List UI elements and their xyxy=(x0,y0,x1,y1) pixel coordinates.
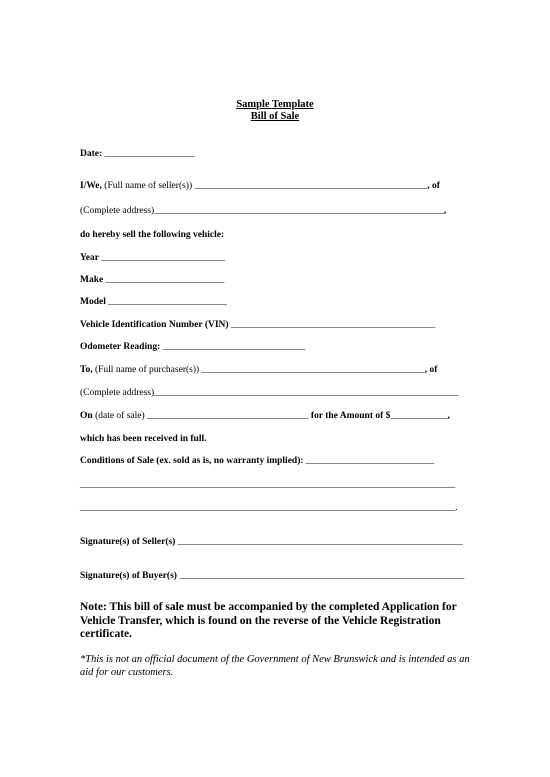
purchaser-label: To, xyxy=(80,365,93,375)
sell-statement: do hereby sell the following vehicle: xyxy=(80,230,225,240)
model-row xyxy=(80,296,227,308)
sale-suffix: , xyxy=(447,411,450,421)
buyer-signature-field[interactable]: ____________________________________________________________ xyxy=(179,571,465,581)
seller-suffix: , of xyxy=(427,181,440,191)
seller-row xyxy=(80,180,440,192)
buyer-signature-row xyxy=(80,570,464,582)
vin-row xyxy=(80,319,435,331)
seller-address-suffix: , xyxy=(443,206,447,216)
sale-row xyxy=(80,410,450,422)
sale-date-hint: (date of sale) xyxy=(95,411,145,421)
vin-label: Vehicle Identification Number (VIN) xyxy=(80,320,229,330)
make-field[interactable]: _________________________ xyxy=(105,275,225,285)
seller-signature-row xyxy=(80,536,463,548)
seller-address-hint: (Complete address) xyxy=(80,206,155,216)
purchaser-address-row xyxy=(80,387,458,399)
buyer-signature-label: Signature(s) of Buyer(s) xyxy=(80,571,177,581)
seller-address-row xyxy=(80,205,446,217)
disclaimer: *This is not an official document of the Government of New Brunswick and is intended as an aid for our customers. xyxy=(80,654,470,678)
seller-hint: (Full name of seller(s)) xyxy=(104,181,193,191)
year-field[interactable]: __________________________ xyxy=(101,253,225,263)
year-label: Year xyxy=(80,253,99,263)
conditions-row xyxy=(80,455,434,467)
odometer-row xyxy=(80,341,305,353)
odometer-label: Odometer Reading: xyxy=(80,342,161,352)
date-row xyxy=(80,148,195,160)
year-row xyxy=(80,252,225,264)
seller-name-field[interactable]: _________________________________________________ xyxy=(194,181,428,191)
title-sample-template: Sample Template xyxy=(236,99,314,110)
odometer-field[interactable]: ______________________________ xyxy=(162,342,306,352)
conditions-line-3[interactable]: _______________________________________________________________________________. xyxy=(80,503,458,513)
sale-date-field[interactable]: __________________________________ xyxy=(147,411,309,421)
sale-amount-field[interactable]: ____________ xyxy=(390,411,448,421)
seller-signature-label: Signature(s) of Seller(s) xyxy=(80,537,176,547)
date-field[interactable]: ___________________ xyxy=(104,149,195,159)
date-label: Date: xyxy=(80,149,103,159)
purchaser-address-field[interactable]: ________________________________________________________________ xyxy=(154,388,459,398)
seller-signature-field[interactable]: ____________________________________________________________ xyxy=(177,537,463,547)
received-statement: which has been received in full. xyxy=(80,434,207,444)
make-label: Make xyxy=(80,275,104,285)
purchaser-address-hint: (Complete address) xyxy=(80,388,155,398)
purchaser-name-field[interactable]: _______________________________________________ xyxy=(201,365,425,375)
vin-field[interactable]: ___________________________________________ xyxy=(230,320,436,330)
seller-label: I/We, xyxy=(80,181,102,191)
seller-address-field[interactable]: _____________________________________________________________ xyxy=(154,206,444,216)
make-row xyxy=(80,274,224,286)
transfer-note: Note: This bill of sale must be accompanied by the completed Application for Vehicle Transfer, which is found on the reverse of the Vehicle Registration certificate. xyxy=(80,601,457,640)
purchaser-row xyxy=(80,364,437,376)
sale-label: On xyxy=(80,411,93,421)
conditions-label: Conditions of Sale (ex. sold as is, no warranty implied): xyxy=(80,456,304,466)
title-bill-of-sale: Bill of Sale xyxy=(250,111,300,122)
model-label: Model xyxy=(80,297,106,307)
conditions-field[interactable]: ___________________________ xyxy=(305,456,435,466)
purchaser-suffix: , of xyxy=(424,365,438,375)
model-field[interactable]: _________________________ xyxy=(108,297,227,307)
conditions-line-2[interactable]: _______________________________________________________________________________ xyxy=(80,480,456,490)
sale-amount-label: for the Amount of $ xyxy=(310,411,391,421)
purchaser-hint: (Full name of purchaser(s)) xyxy=(94,365,200,375)
